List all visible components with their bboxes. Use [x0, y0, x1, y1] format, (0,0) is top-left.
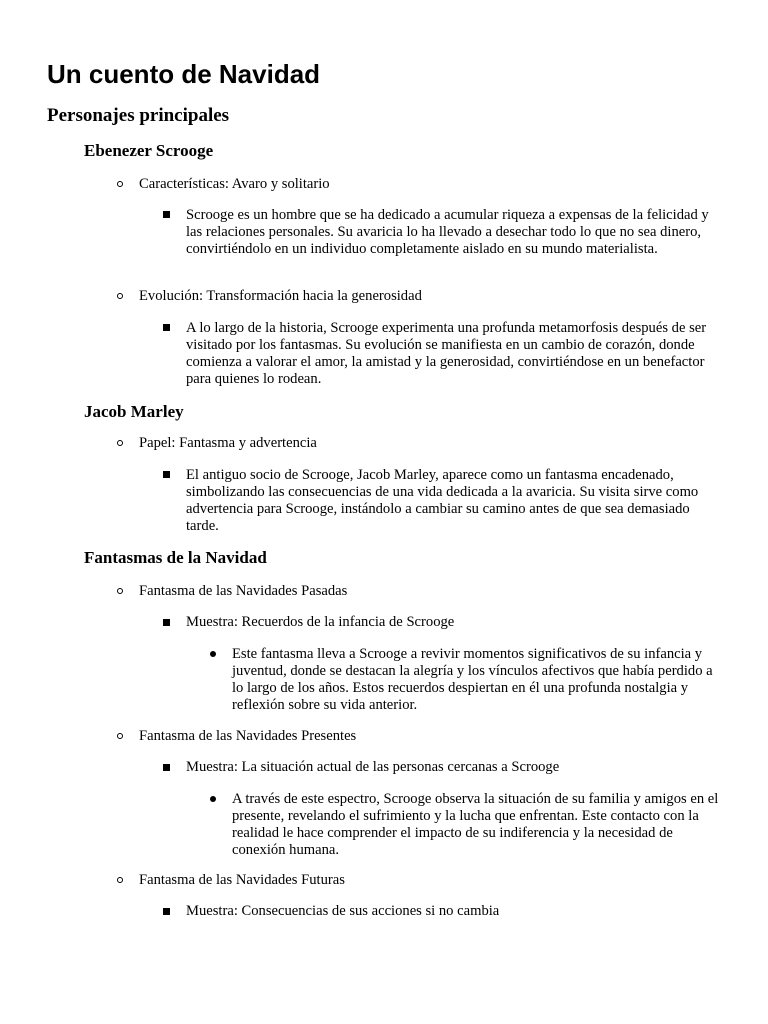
circle-bullet-icon [117, 588, 123, 594]
square-bullet-icon [163, 324, 170, 331]
list-item-sub: Muestra: La situación actual de las personas cercanas a Scrooge [186, 759, 560, 775]
list-item-label: Papel: Fantasma y advertencia [139, 435, 317, 451]
character-heading-ghosts: Fantasmas de la Navidad [84, 548, 267, 567]
circle-bullet-icon [117, 181, 123, 187]
list-item-detail: Este fantasma lleva a Scrooge a revivir momentos significativos de su infancia y juventud, donde se destacan la alegría y los vínculos afectivos que había perdido a lo largo de los años. Estos recuerdos despiertan en él una profunda nostalgia y reflexión sobre su vida anterior. [232, 646, 713, 713]
list-item-label: Fantasma de las Navidades Futuras [139, 872, 345, 888]
section-heading: Personajes principales [47, 105, 230, 126]
disc-bullet-icon [210, 651, 216, 657]
circle-bullet-icon [117, 293, 123, 299]
document-title: Un cuento de Navidad [47, 59, 321, 89]
character-heading-marley: Jacob Marley [84, 402, 184, 421]
list-item-detail: El antiguo socio de Scrooge, Jacob Marley, aparece como un fantasma encadenado, simbolizando las consecuencias de una vida dedicada a la avaricia. Su visita sirve como advertencia para Scrooge, instándolo a cambiar su camino antes de que sea demasiado tarde. [186, 467, 699, 534]
list-item-detail: A lo largo de la historia, Scrooge experimenta una profunda metamorfosis después de ser visitado por los fantasmas. Su evolución se manifiesta en un cambio de corazón, donde comienza a valorar el amor, la amistad y la generosidad, convirtiéndose en un benefactor para quienes lo rodean. [186, 320, 707, 387]
square-bullet-icon [163, 764, 170, 771]
list-item-label: Evolución: Transformación hacia la generosidad [139, 288, 422, 304]
circle-bullet-icon [117, 440, 123, 446]
list-item-label: Fantasma de las Navidades Pasadas [139, 583, 348, 599]
square-bullet-icon [163, 908, 170, 915]
list-item-sub: Muestra: Recuerdos de la infancia de Scrooge [186, 614, 455, 630]
character-heading-scrooge: Ebenezer Scrooge [84, 141, 214, 160]
square-bullet-icon [163, 211, 170, 218]
circle-bullet-icon [117, 733, 123, 739]
list-item-label: Fantasma de las Navidades Presentes [139, 728, 357, 744]
list-item-label: Características: Avaro y solitario [139, 176, 330, 192]
square-bullet-icon [163, 619, 170, 626]
list-item-detail: Scrooge es un hombre que se ha dedicado a acumular riqueza a expensas de la felicidad y las relaciones personales. Su avaricia lo ha llevado a desechar todo lo que no sea dinero, convirtiéndolo en un individuo completamente aislado en su mundo materialista. [186, 207, 709, 257]
square-bullet-icon [163, 471, 170, 478]
circle-bullet-icon [117, 877, 123, 883]
disc-bullet-icon [210, 796, 216, 802]
list-item-detail: A través de este espectro, Scrooge observa la situación de su familia y amigos en el presente, revelando el sufrimiento y la lucha que enfrentan. Este contacto con la realidad le hace comprender el impacto de su indiferencia y la necesidad de conexión humana. [232, 791, 719, 858]
list-item-sub: Muestra: Consecuencias de sus acciones si no cambia [186, 903, 500, 919]
